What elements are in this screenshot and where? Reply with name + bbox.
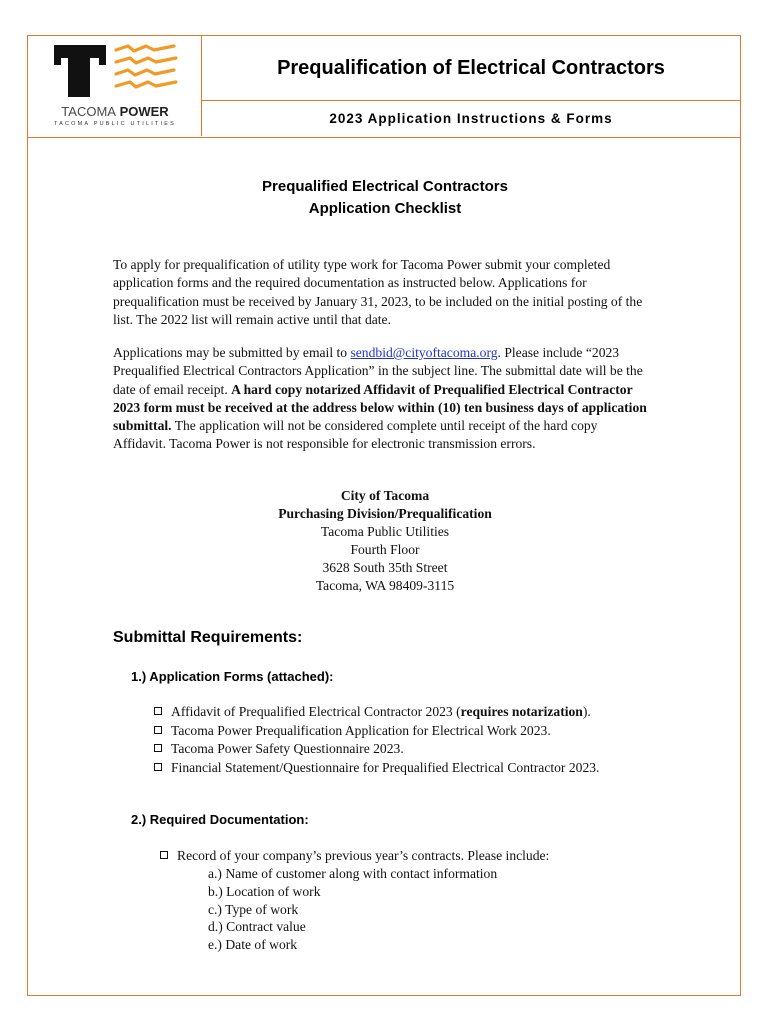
checklist-title-line1: Prequalified Electrical Contractors xyxy=(262,178,508,195)
checkbox-bullet-icon xyxy=(154,707,162,715)
list-item: Record of your company’s previous year’s contracts. Please include: xyxy=(160,847,549,866)
list-item: Tacoma Power Safety Questionnaire 2023. xyxy=(154,740,599,759)
list-item: e.) Date of work xyxy=(208,937,298,953)
checkbox-bullet-icon xyxy=(160,851,168,859)
section1-heading: 1.) Application Forms (attached): xyxy=(131,669,334,684)
list-item: c.) Type of work xyxy=(208,901,299,917)
email-paragraph xyxy=(113,344,653,454)
address-line: Tacoma, WA 98409-3115 xyxy=(315,578,455,593)
header xyxy=(28,36,740,138)
intro-paragraph: To apply for prequalification of utility type work for Tacoma Power submit your completed application forms and the required documentation as instructed below. Applications for prequalification must be received by January 31, 2023, to be included on the initial posting of the list. The 2022 list will remain active until that date. xyxy=(113,257,643,327)
list-item: d.) Contract value xyxy=(208,919,306,935)
email-link[interactable]: sendbid@cityoftacoma.org xyxy=(350,345,498,360)
document-subtitle: 2023 Application Instructions & Forms xyxy=(329,111,613,126)
logo-tagline: TACOMA PUBLIC UTILITIES xyxy=(53,121,176,127)
email-text-part2: . Please include “2023 Prequalified Electrical Contractors Application” in the subject line. The submittal date will be the date of email receipt. xyxy=(113,345,643,397)
section2-heading: 2.) Required Documentation: xyxy=(131,812,309,827)
list-item: Tacoma Power Prequalification Application for Electrical Work 2023. xyxy=(154,722,599,741)
email-text-part3: The application will not be considered complete until receipt of the hard copy Affidavit. Tacoma Power is not responsible for electronic transmission errors. xyxy=(113,418,598,452)
list-item: Financial Statement/Questionnaire for Prequalified Electrical Contractor 2023. xyxy=(154,759,599,778)
email-text-bold: A hard copy notarized Affidavit of Prequalified Electrical Contractor 2023 form must be received at the address below within (10) ten business days of application submittal. xyxy=(113,381,647,434)
address-line: 3628 South 35th Street xyxy=(322,560,448,575)
logo-graphic xyxy=(28,36,202,106)
logo-brand-text: TACOMA POWER xyxy=(61,104,169,119)
list-item: a.) Name of customer along with contact information xyxy=(208,866,498,881)
submittal-heading: Submittal Requirements: xyxy=(113,629,303,646)
documentation-list xyxy=(160,847,549,866)
mailing-address xyxy=(0,487,770,595)
address-line: Purchasing Division/Prequalification xyxy=(278,506,492,521)
checkbox-bullet-icon xyxy=(154,744,162,752)
address-line: Fourth Floor xyxy=(350,542,420,557)
checkbox-bullet-icon xyxy=(154,763,162,771)
list-item: b.) Location of work xyxy=(208,883,321,899)
tacoma-power-logo xyxy=(28,36,202,136)
checklist-title-line2: Application Checklist xyxy=(308,200,462,217)
checkbox-bullet-icon xyxy=(154,726,162,734)
application-forms-list xyxy=(154,703,599,777)
address-line: Tacoma Public Utilities xyxy=(320,524,450,539)
list-item: Affidavit of Prequalified Electrical Contractor 2023 (requires notarization). xyxy=(154,703,599,722)
documentation-subitems xyxy=(208,865,497,954)
email-text-part1: Applications may be submitted by email to xyxy=(113,345,351,360)
document-title: Prequalification of Electrical Contractors xyxy=(202,36,740,101)
address-line: City of Tacoma xyxy=(340,488,430,503)
